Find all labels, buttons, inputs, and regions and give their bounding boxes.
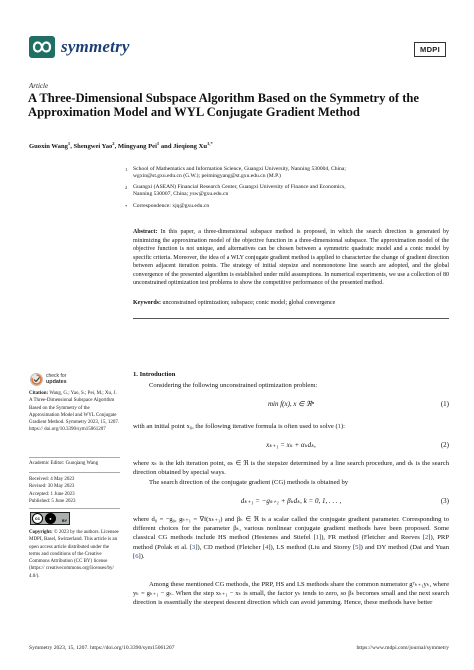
- paragraph: The search direction of the conjugate gradient (CG) methods is obtained by: [149, 479, 349, 486]
- sidebar-divider: [29, 457, 120, 458]
- affiliation-2: [125, 184, 346, 199]
- correspondence: [125, 203, 210, 210]
- publisher-logo[interactable]: [414, 42, 446, 57]
- editor: Academic Editor: Guoqiang Wang: [29, 461, 99, 466]
- copyright-block: [29, 529, 121, 580]
- keywords-text: unconstrained optimization; subspace; conic model; global convergence: [161, 300, 336, 306]
- citation-link[interactable]: 2: [425, 534, 429, 542]
- author-name[interactable]: and Jieqiong Xu: [159, 143, 208, 151]
- footer-citation[interactable]: Symmetry 2023, 15, 1207. https://doi.org/10.3390/sym15061207: [29, 645, 175, 651]
- published-date: Published: 5 June 2023: [29, 498, 76, 504]
- equation-expression: min f(x), x ∈ ℜⁿ: [267, 400, 315, 408]
- symmetry-logo-icon: [29, 36, 55, 58]
- citation-label: Citation:: [29, 391, 49, 396]
- author-name[interactable]: , Mingyang Pei: [114, 143, 157, 151]
- received-date: Received: 4 May 2023: [29, 477, 75, 482]
- text-run: ]) and DY method (Dai and Yuan [: [133, 543, 449, 560]
- footer-journal-link[interactable]: https://www.mdpi.com/journal/symmetry: [356, 645, 449, 651]
- journal-name: symmetry: [61, 37, 130, 56]
- cc-icon: cc: [32, 513, 43, 524]
- keywords: [133, 299, 449, 307]
- author-name[interactable]: , Shengwei Yao: [70, 143, 113, 151]
- correspondence-email[interactable]: Correspondence: xjq@gxu.edu.cn: [133, 203, 210, 209]
- author-affil-sup: 1,*: [207, 141, 213, 146]
- citation-link[interactable]: 1: [315, 534, 319, 542]
- author-list: [29, 141, 213, 150]
- keywords-label: Keywords:: [133, 300, 161, 306]
- article-title: A Three-Dimensional Subspace Algorithm Based on the Symmetry of the Approximation Model and WYL Conjugate Gradient Method: [28, 91, 419, 119]
- affiliation-number: 1: [125, 167, 128, 172]
- copyright-text: © 2023 by the authors. Licensee MDPI, Basel, Switzerland. This article is an open access article distributed under the terms and conditions of the Creative Commons Attribution (CC BY) license (https:// creativecommons.org/licenses/by/ 4.0/).: [29, 530, 119, 579]
- citation-link[interactable]: 6: [135, 552, 139, 560]
- citation-link[interactable]: 5: [355, 543, 359, 551]
- citation-text[interactable]: Wang, G.; Yao, S.; Pei, M.; Xu, J. A Three-Dimensional Subspace Algorithm Based on the Symmetry of the Approximation Model and WYL Conjugate Gradient Method. Symmetry 2023, 15, 1207. https:// doi.org/10.3390/sym15061207: [29, 391, 120, 433]
- text-run: where d₀ = −g₀, gₖ₊₁ = ∇f(xₖ₊₁) and βₖ ∈ ℜ is a scalar called the conjugate gradient parameter. Corresponding to different choices for the parameter βₖ, various nonlinear conjugate gradient methods have been proposed. Some classical CG methods include HS method (Hestenes and Stiefel [: [133, 516, 449, 542]
- divider: [133, 318, 449, 319]
- sidebar-divider: [29, 472, 120, 473]
- paragraph: Among these mentioned CG methods, the PRP, HS and LS methods share the common numerator gᵀₖ₊₁yₖ, where yₖ = gₖ₊₁ − gₖ. When the step xₖ₊₁ − xₖ is small, the factor yₖ tends to zero, so βₖ becomes small and the next search direction is essentially the steepest descent direction which can avoid jamming. Hence, these methods have better: [133, 581, 449, 607]
- citation-link[interactable]: 4: [265, 543, 269, 551]
- affiliation-number: 2: [125, 185, 128, 190]
- affiliation-line: School of Mathematics and Information Science, Guangxi University, Nanning 530004, China;: [133, 166, 346, 172]
- paragraph: where xₖ is the kth iteration point, αₖ ∈ ℜ is the stepsize determined by a line search procedure, and dₖ is the search direction obtained by special ways.: [133, 460, 449, 477]
- abstract: [133, 228, 449, 288]
- check-updates-icon: [30, 373, 43, 386]
- text-run: ]), FR method (Fletcher and Reeves [: [319, 534, 425, 542]
- equation-expression: dₖ₊₁ = −gₖ₊₁ + βₖdₖ, k = 0, 1, . . . ,: [240, 497, 342, 505]
- text-run: ]), PRP method (Polak et al. [: [133, 534, 449, 551]
- abstract-text: In this paper, a three-dimensional subspace method is proposed, in which the search direction is generated by minimizing the approximation model of the objective function in a three-dimensional subspace. The approximation model of the objective function is not unique, and alternatives can be chosen between a symmetric quadratic model and a conic model by specific criteria. Moreover, the idea of a WLY conjugate gradient method is applied to characterize the change of gradient direction between adjacent iteration points. The strategy of initial stepsize and nonmonotone line search are adopted, and the global convergence of the presented algorithm is established under mild assumptions. In numerical experiments, we use a collection of 80 unconstrained optimization test problems to show the competitive performance of the presented method.: [133, 229, 449, 286]
- equation-number: (2): [440, 441, 449, 449]
- equation-1: [133, 400, 449, 412]
- check-updates-line1: check for: [46, 372, 67, 379]
- affiliation-line: Guangxi (ASEAN) Financial Research Center, Guangxi University of Finance and Economics,: [133, 184, 346, 190]
- abstract-label: Abstract:: [133, 229, 158, 235]
- cc-by-label: BY: [62, 519, 67, 523]
- affiliation-1: [125, 166, 346, 181]
- equation-expression: xₖ₊₁ = xₖ + αₖdₖ,: [266, 441, 316, 449]
- author-affil-sup: 1: [156, 141, 160, 146]
- publisher-name: MDPI: [420, 45, 440, 54]
- text-run: ):: [340, 423, 345, 430]
- dates-block: [29, 476, 121, 505]
- author-affil-sup: 1: [67, 141, 71, 146]
- text-run: ]).: [138, 552, 145, 560]
- accepted-date: Accepted: 1 June 2023: [29, 491, 75, 497]
- cc-license-badge[interactable]: [30, 512, 70, 525]
- equation-number: (3): [440, 497, 449, 505]
- check-updates-line2: updates: [46, 378, 67, 385]
- author-affil-sup: 2: [112, 141, 115, 146]
- affiliation-emails[interactable]: wgxin@st.gxu.edu.cn (G.W.); peimingyang@st.gxu.edu.cn (M.P.): [133, 173, 281, 180]
- affiliation-number: *: [125, 204, 128, 209]
- citation-link[interactable]: 3: [192, 543, 196, 551]
- sidebar-divider: [29, 508, 120, 509]
- journal-logo[interactable]: [29, 36, 130, 58]
- text-run: with an initial point x₀, the following iterative formula is often used to solve (: [133, 423, 338, 430]
- text-run: ]), CD method (Fletcher [: [195, 543, 266, 551]
- section-heading: 1. Introduction: [133, 371, 176, 378]
- article-type: Article: [29, 82, 49, 90]
- page-footer: [29, 645, 449, 651]
- by-person-icon: ●: [45, 513, 56, 524]
- paragraph: [133, 422, 449, 431]
- equation-ref-link[interactable]: 1: [337, 423, 341, 430]
- check-for-updates-badge[interactable]: [30, 373, 67, 386]
- citation-block: [29, 390, 121, 434]
- equation-2: [133, 441, 449, 453]
- affiliation-emails[interactable]: Nanning 530007, China; ysw@gxu.edu.cn: [133, 191, 229, 198]
- equation-3: [133, 497, 449, 509]
- equation-number: (1): [440, 400, 449, 408]
- author-name[interactable]: Guoxin Wang: [29, 143, 68, 151]
- paragraph: [133, 515, 449, 561]
- paragraph: Considering the following unconstrained optimization problem:: [149, 382, 318, 389]
- text-run: ]), LS method (Liu and Storey [: [268, 543, 356, 551]
- copyright-label: Copyright:: [29, 530, 53, 535]
- revised-date: Revised: 30 May 2023: [29, 484, 75, 490]
